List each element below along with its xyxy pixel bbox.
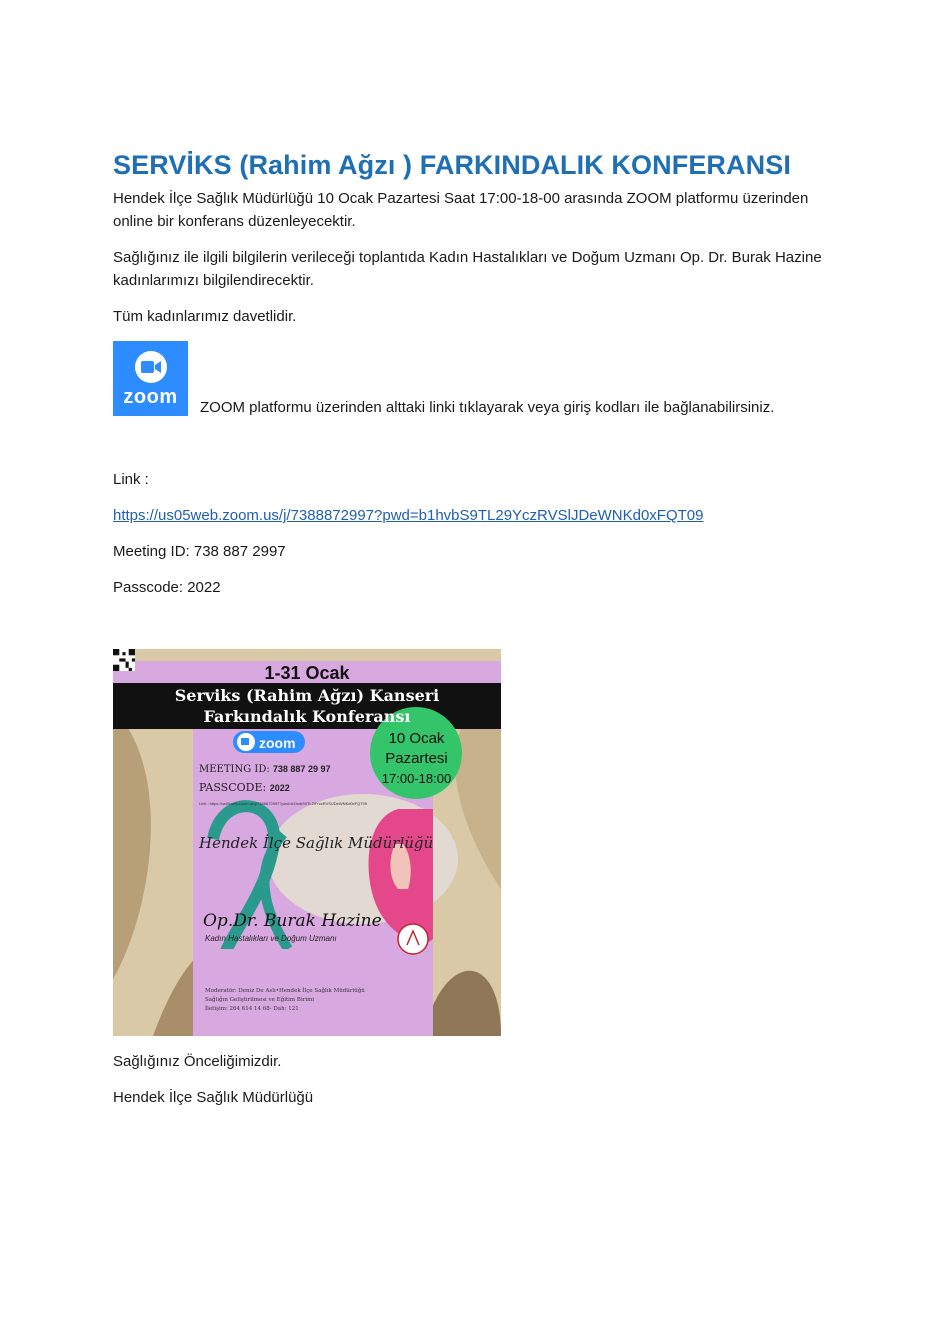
poster-title [113,685,501,727]
poster-meeting-id [199,764,330,775]
zoom-logo-text: zoom [123,385,178,408]
poster-passcode-label: PASSCODE: [199,781,267,794]
poster-passcode [199,781,290,794]
qr-code-icon [113,649,135,671]
poster-footer-2: Sağlığın Geliştirilmesi ve Eğitim Birimi [205,997,315,1003]
info-paragraph: Sağlığınız ile ilgili bilgilerin verileceği toplantıda Kadın Hastalıkları ve Doğum Uzmanı Op. Dr. Burak Hazine kadınlarımızı bilgilendirecektir. [113,249,822,289]
poster-meeting-label: MEETING ID: [199,764,270,775]
zoom-instruction: ZOOM platformu üzerinden alttaki linki tıklayarak veya giriş kodları ile bağlanabilirsiniz. [200,399,775,416]
conference-poster [113,649,501,1036]
invite-paragraph: Tüm kadınlarımız davetlidir. [113,308,297,325]
poster-event-day: 10 Ocak [388,730,445,747]
meeting-id: Meeting ID: 738 887 2997 [113,543,286,560]
poster-event-badge [369,729,464,789]
intro-paragraph: Hendek İlçe Sağlık Müdürlüğü 10 Ocak Pazartesi Saat 17:00-18-00 arasında ZOOM platformu üzerinden online bir konferans düzenleyecektir. [113,190,809,230]
poster-organizer: Hendek İlçe Sağlık Müdürlüğü [199,834,434,852]
document-page [113,150,843,1122]
poster-zoom-text: zoom [259,735,296,751]
passcode: Passcode: 2022 [113,579,221,596]
poster-footer [205,987,365,1014]
poster-event-time: 17:00-18:00 [381,771,452,786]
link-label: Link : [113,471,149,488]
closing-line-1: Sağlığınız Önceliğimizdir. [113,1053,282,1070]
poster-small-link: Link : https://us05web.zoom.us/j/7388872997?pwd=b1hvbS9TL29YczRVSlJDeWNKd0xFQT09 [199,801,368,806]
poster-event-weekday: Pazartesi [385,750,448,767]
zoom-logo [113,341,188,416]
document-title: SERVİKS (Rahim Ağzı ) FARKINDALIK KONFERANSI [113,150,791,180]
poster-passcode-value: 2022 [269,783,290,793]
video-camera-icon [135,351,167,383]
poster-doctor-title: Kadın Hastalıkları ve Doğum Uzmanı [205,934,337,943]
meeting-link[interactable]: https://us05web.zoom.us/j/7388872997?pwd=b1hvbS9TL29YczRVSlJDeWNKd0xFQT09 [113,507,704,524]
zoom-row [113,341,843,416]
poster-doctor: Op.Dr. Burak Hazine [203,911,382,931]
poster-title-line1: Serviks (Rahim Ağzı) Kanseri [174,686,440,705]
poster-footer-3: İletişim: 264 614 14 68- Dah: 121 [205,1006,299,1012]
poster-date-range: 1-31 Ocak [264,663,350,683]
poster-title-line2: Farkındalık Konferansı [203,707,411,726]
closing-line-2: Hendek İlçe Sağlık Müdürlüğü [113,1089,314,1106]
poster-meeting-value: 738 887 29 97 [272,764,331,774]
poster-footer-1: Moderatör: Deniz De Aslı•Hendek İlçe Sağlık Müdürlüğü [205,988,365,994]
